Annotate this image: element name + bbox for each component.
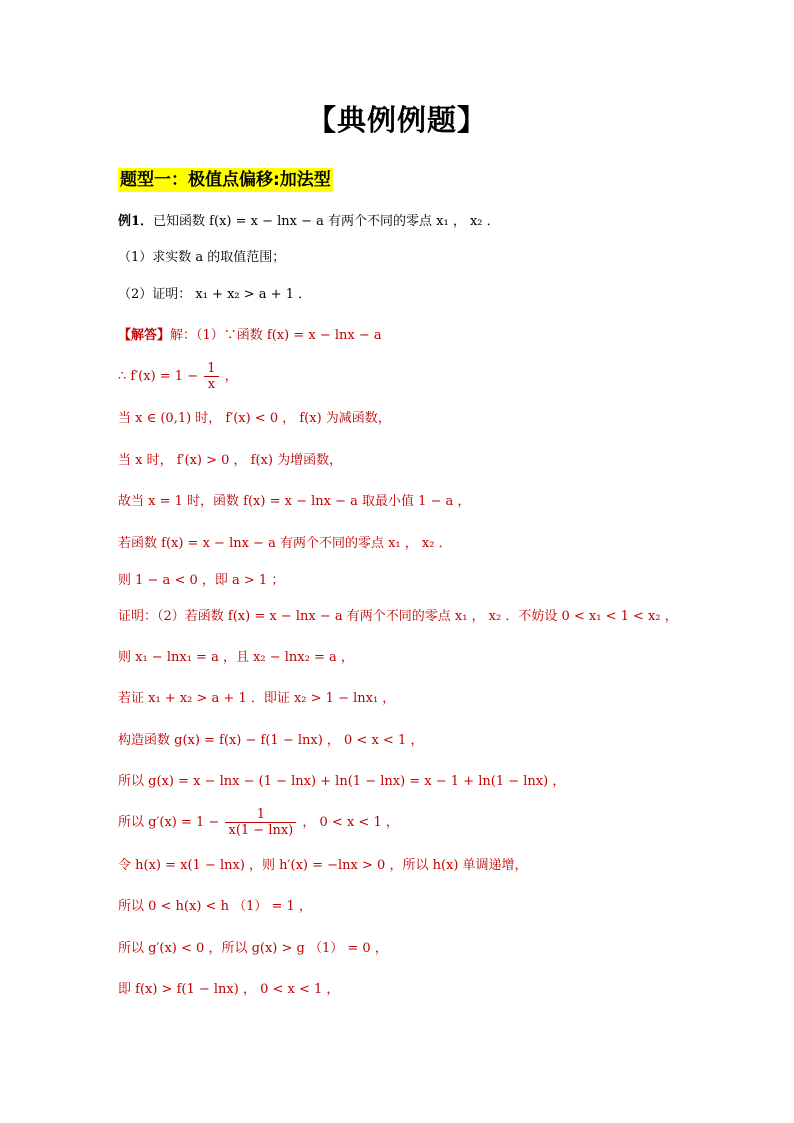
solution-line-15: 所以 0 < h(x) < h （1） = 1 ， bbox=[118, 899, 312, 914]
fraction-numerator: 1 bbox=[204, 361, 218, 377]
problem-part-2: （2）证明： x₁ + x₂ > a + 1 ． bbox=[118, 287, 312, 302]
solution-line-14: 令 h(x) = x(1 − lnx) ，则 h′(x) = −lnx > 0 ，所以 h(x) 单调递增， bbox=[118, 858, 528, 873]
fraction-denominator: x(1 − lnx) bbox=[228, 823, 294, 838]
solution-line-3: 当 x ∈ (0,1) 时， f′(x) < 0 ， f(x) 为减函数， bbox=[118, 411, 391, 426]
solution-line-8: 证明：（2）若函数 f(x) = x − lnx − a 有两个不同的零点 x₁ ， x₂ ．不妨设 0 < x₁ < 1 < x₂ ， bbox=[118, 609, 678, 624]
solution-line-10: 若证 x₁ + x₂ > a + 1 ．即证 x₂ > 1 − lnx₁ ， bbox=[118, 691, 396, 706]
problem-label: 例1． bbox=[118, 214, 154, 229]
solution-line-6: 若函数 f(x) = x − lnx − a 有两个不同的零点 x₁ ， x₂ ． bbox=[118, 536, 452, 551]
problem-statement: 已知函数 f(x) = x − lnx − a 有两个不同的零点 x₁ ， x₂ ． bbox=[153, 214, 500, 229]
solution-text-2-pre: ∴ f′(x) = 1 − bbox=[118, 369, 199, 384]
solution-line-12: 所以 g(x) = x − lnx − (1 − lnx) + ln(1 − lnx) = x − 1 + ln(1 − lnx) ， bbox=[118, 774, 566, 789]
solution-line-2 bbox=[118, 360, 238, 394]
solution-line-4: 当 x 时， f′(x) > 0 ， f(x) 为增函数， bbox=[118, 453, 343, 468]
solution-line-1 bbox=[118, 327, 382, 345]
solution-line-13 bbox=[118, 805, 399, 841]
page-title: 【典例例题】 bbox=[306, 103, 487, 137]
problem-part-1: （1）求实数 a 的取值范围； bbox=[118, 250, 286, 265]
solution-line-16: 所以 g′(x) < 0 ，所以 g(x) > g （1） = 0 ， bbox=[118, 941, 388, 956]
fraction-derivative bbox=[225, 807, 296, 838]
solution-line-7: 则 1 − a < 0 ，即 a > 1 ； bbox=[118, 573, 285, 588]
solution-text-2-post: ， bbox=[224, 369, 238, 384]
solution-line-9: 则 x₁ − lnx₁ = a ，且 x₂ − lnx₂ = a ， bbox=[118, 650, 354, 665]
fraction-one-over-x bbox=[204, 361, 218, 392]
solution-text-1: 解：（1）∵函数 f(x) = x − lnx − a bbox=[170, 328, 382, 343]
solution-text-13-post: ， 0 < x < 1 ， bbox=[302, 815, 399, 830]
fraction-numerator: 1 bbox=[225, 807, 296, 823]
solution-line-11: 构造函数 g(x) = f(x) − f(1 − lnx) ， 0 < x < 1 ， bbox=[118, 733, 424, 748]
solution-line-5: 故当 x = 1 时，函数 f(x) = x − lnx − a 取最小值 1 − a ， bbox=[118, 494, 471, 509]
fraction-denominator: x bbox=[207, 377, 216, 392]
problem-statement-line bbox=[118, 213, 500, 231]
solution-line-17: 即 f(x) > f(1 − lnx) ， 0 < x < 1 ， bbox=[118, 982, 340, 997]
section-heading: 题型一：极值点偏移:加法型 bbox=[120, 170, 331, 190]
solution-text-13-pre: 所以 g′(x) = 1 − bbox=[118, 815, 220, 830]
solution-label: 【解答】 bbox=[118, 328, 171, 343]
